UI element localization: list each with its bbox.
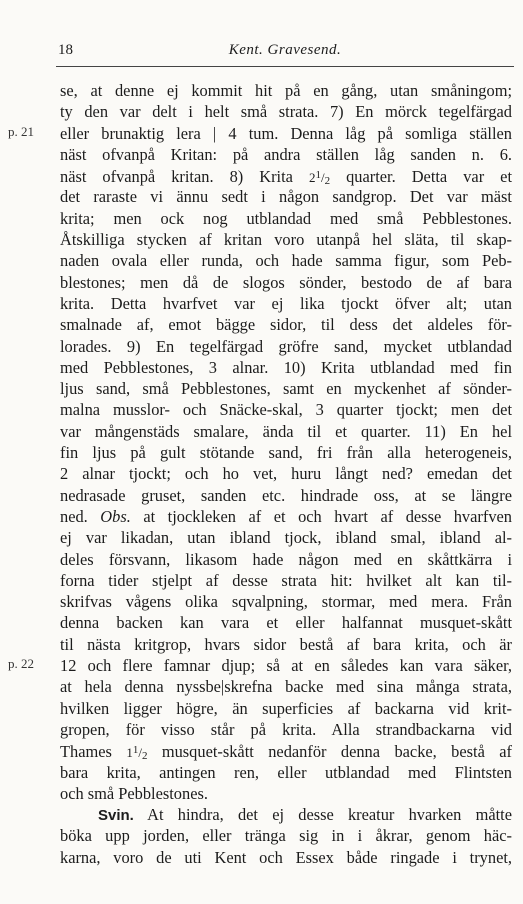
text-segment: Thames [60,742,127,762]
page-header [58,42,512,64]
page-number: 18 [58,42,73,58]
fraction-two-and-half: $2^1/2$ [308,169,331,188]
text-line: eller brunaktig lera | 4 tum. Denna låg på somliga ställen [60,123,512,143]
text-line: se, at denne ej kommit hit på en gång, utan småningom; [60,81,512,100]
text-segment: At hindra, det ej desse kreatur hvarken måtte [133,805,512,825]
text-line: böka upp jorden, eller tränga sig in i åkrar, genom häc- [60,826,512,846]
text-line: lorades. 9) En tegelfärgad gröfre sand, mycket utblandad [60,336,512,356]
text-line: det raraste vi ännu sedt i någon sandgrop. Det var mäst [60,187,512,207]
text-line: näst ofvanpå Kritan: på andra ställen låg sanden n. 6. [60,144,512,164]
text-line: hvilken ligger högre, än superficies af backarna vid krit- [60,698,512,718]
text-line [60,165,512,186]
text-line [60,506,512,527]
text-line: krita; men ock nog utblandad med små Pebblestones. [60,208,512,228]
text-line: naden ovala eller runda, och hade samma figur, som Peb- [60,251,512,271]
text-line: ej var likadan, utan ibland tjock, ibland smal, ibland al- [60,528,512,548]
text-segment: näst ofvanpå kritan. 8) Krita [60,167,309,187]
text-line: krita. Detta hvarfvet var ej lika tjockt öfver alt; utan [60,293,512,313]
running-title: Kent. Gravesend. [228,42,342,58]
text-line: fin ljus på gult stötande sand, fri från alla heterogeneis, [60,443,512,463]
text-line: forna tider stjelpt af desse strata hit: hvilket alt kan til- [60,570,512,590]
margin-page-ref-1: p. 21 [8,124,34,139]
margin-page-ref-2: p. 22 [8,656,34,671]
text-line: karna, voro de uti Kent och Essex både ringade i trynet, [60,847,512,867]
text-segment: musquet-skått nedanför denna backe, bestå af [147,742,513,762]
text-segment: quarter. Detta var et [330,167,513,187]
text-line: ty den var delt i helt små strata. 7) En mörck tegelfärgad [60,102,512,122]
header-rule [56,66,514,67]
text-line: gropen, för visso står på krita. Alla strandbackarna vid [60,719,512,739]
text-line [60,804,512,825]
text-line: bara krita, antingen ren, eller utblandad med Flintsten [60,762,512,782]
text-line: til nästa kritgrop, hvars sidor bestå af bara krita, och är [60,634,512,654]
fraction-one-and-half: $1^1/2$ [126,744,148,763]
text-line: Åtskilliga stycken af kritan voro utanpå hel släta, til skap- [60,230,512,250]
text-line: med Pebblestones, 3 alnar. 10) Krita utblandad med fin [60,357,512,377]
text-line: at hela denna nyssbe|skrefna backe med sina många strata, [60,677,512,697]
text-segment: ned. [60,506,101,526]
text-line: blestones; men då de slogos sönder, bestodo de af bara [60,272,512,292]
text-line: skrifvas vågens olika sqvalpning, stormar, med mera. Från [60,592,512,612]
text-line: denna backen kan vara et eller halfannat musquet-skått [60,613,512,633]
body-text [60,80,512,868]
text-line: nedrasade gruset, sanden etc. hindrade oss, at se längre [60,485,512,505]
section-heading-svin: Svin. [98,807,134,825]
text-line: deles försvann, likasom hade någon med en skåttkärra i [60,549,512,569]
text-line: smalnade af, emot bägge sidor, til dess det aldeles för- [60,315,512,335]
text-line: 12 och flere famnar djup; så at en således kan vara säker, [60,656,512,676]
abbreviation-obs: Obs. [100,506,131,526]
text-line: ljus sand, små Pebblestones, samt en myckenhet af sönder- [60,379,512,399]
text-line [60,740,512,761]
text-line: malna musslor- och Snäcke-skal, 3 quarter tjockt; men det [60,400,512,420]
text-line: 2 alnar tjockt; och ho vet, huru långt ned? emedan det [60,464,512,484]
text-segment: at tjockleken af et och hvart af desse hvarfven [130,506,512,526]
text-line: var mångenstäds smalare, ända til et quarter. 11) En hel [60,421,512,441]
text-line: och små Pebblestones. [60,783,208,803]
